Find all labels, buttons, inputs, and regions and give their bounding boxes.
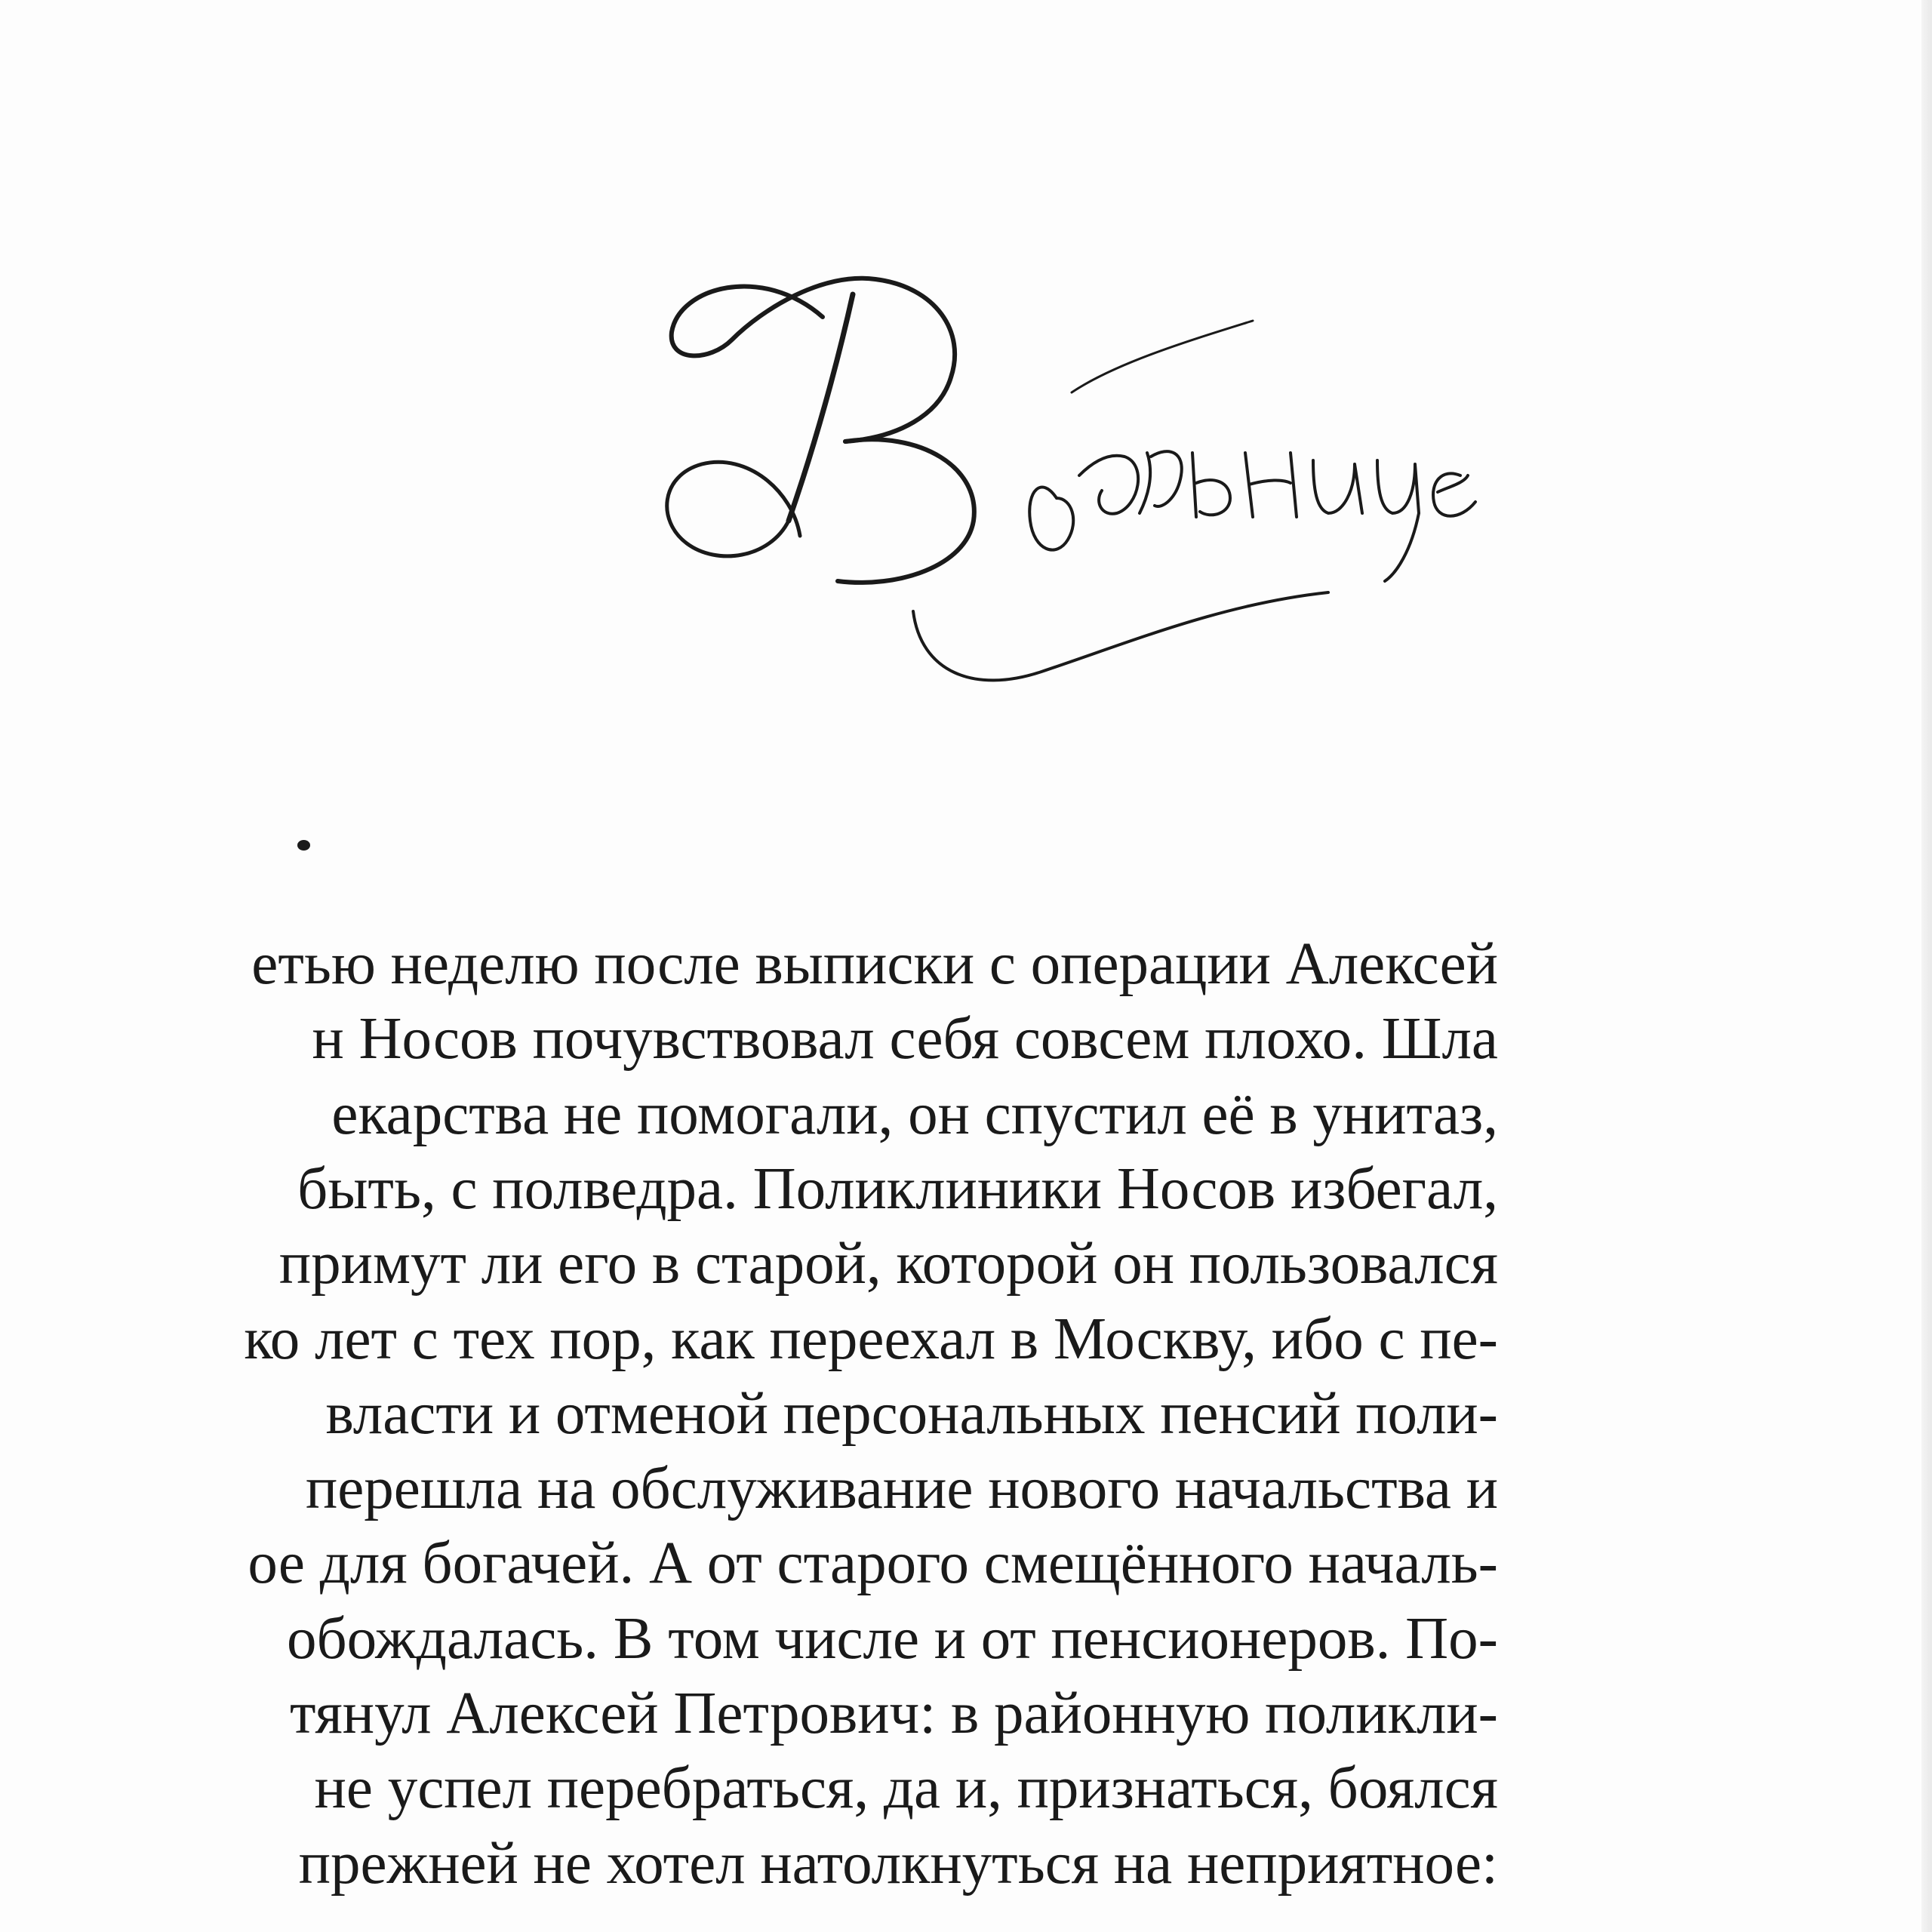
text-line: н Носов почувствовал себя совсем плохо. Шла	[312, 1006, 1498, 1072]
text-line: не успел перебраться, да и, признаться, боялся	[314, 1755, 1498, 1821]
text-line: прежней не хотел натолкнуться на неприятное:	[298, 1831, 1498, 1897]
page-edge-shadow	[1921, 0, 1932, 1932]
text-line: быть, с полведра. Поликлиники Носов избегал,	[297, 1156, 1498, 1222]
ink-speck	[297, 840, 310, 851]
chapter-title-calligraphy	[649, 249, 1540, 702]
text-line: перешла на обслуживание нового начальства и	[305, 1456, 1498, 1521]
text-line: ко лет с тех пор, как переехал в Москву, ибо с пе-	[244, 1306, 1498, 1372]
text-line: обождалась. В том числе и от пенсионеров. По-	[286, 1606, 1498, 1672]
body-text	[0, 927, 1498, 1932]
text-line: екарства не помогали, он спустил её в унитаз,	[331, 1081, 1498, 1147]
text-line: власти и отменой персональных пенсий поли-	[325, 1381, 1498, 1447]
text-line: ое для богачей. А от старого смещённого началь-	[248, 1531, 1498, 1596]
text-line: етью неделю после выписки с операции Алексей	[251, 931, 1498, 997]
text-line: примут ли его в старой, которой он пользовался	[278, 1231, 1498, 1297]
text-line: тянул Алексей Петрович: в районную поликли-	[289, 1681, 1498, 1746]
